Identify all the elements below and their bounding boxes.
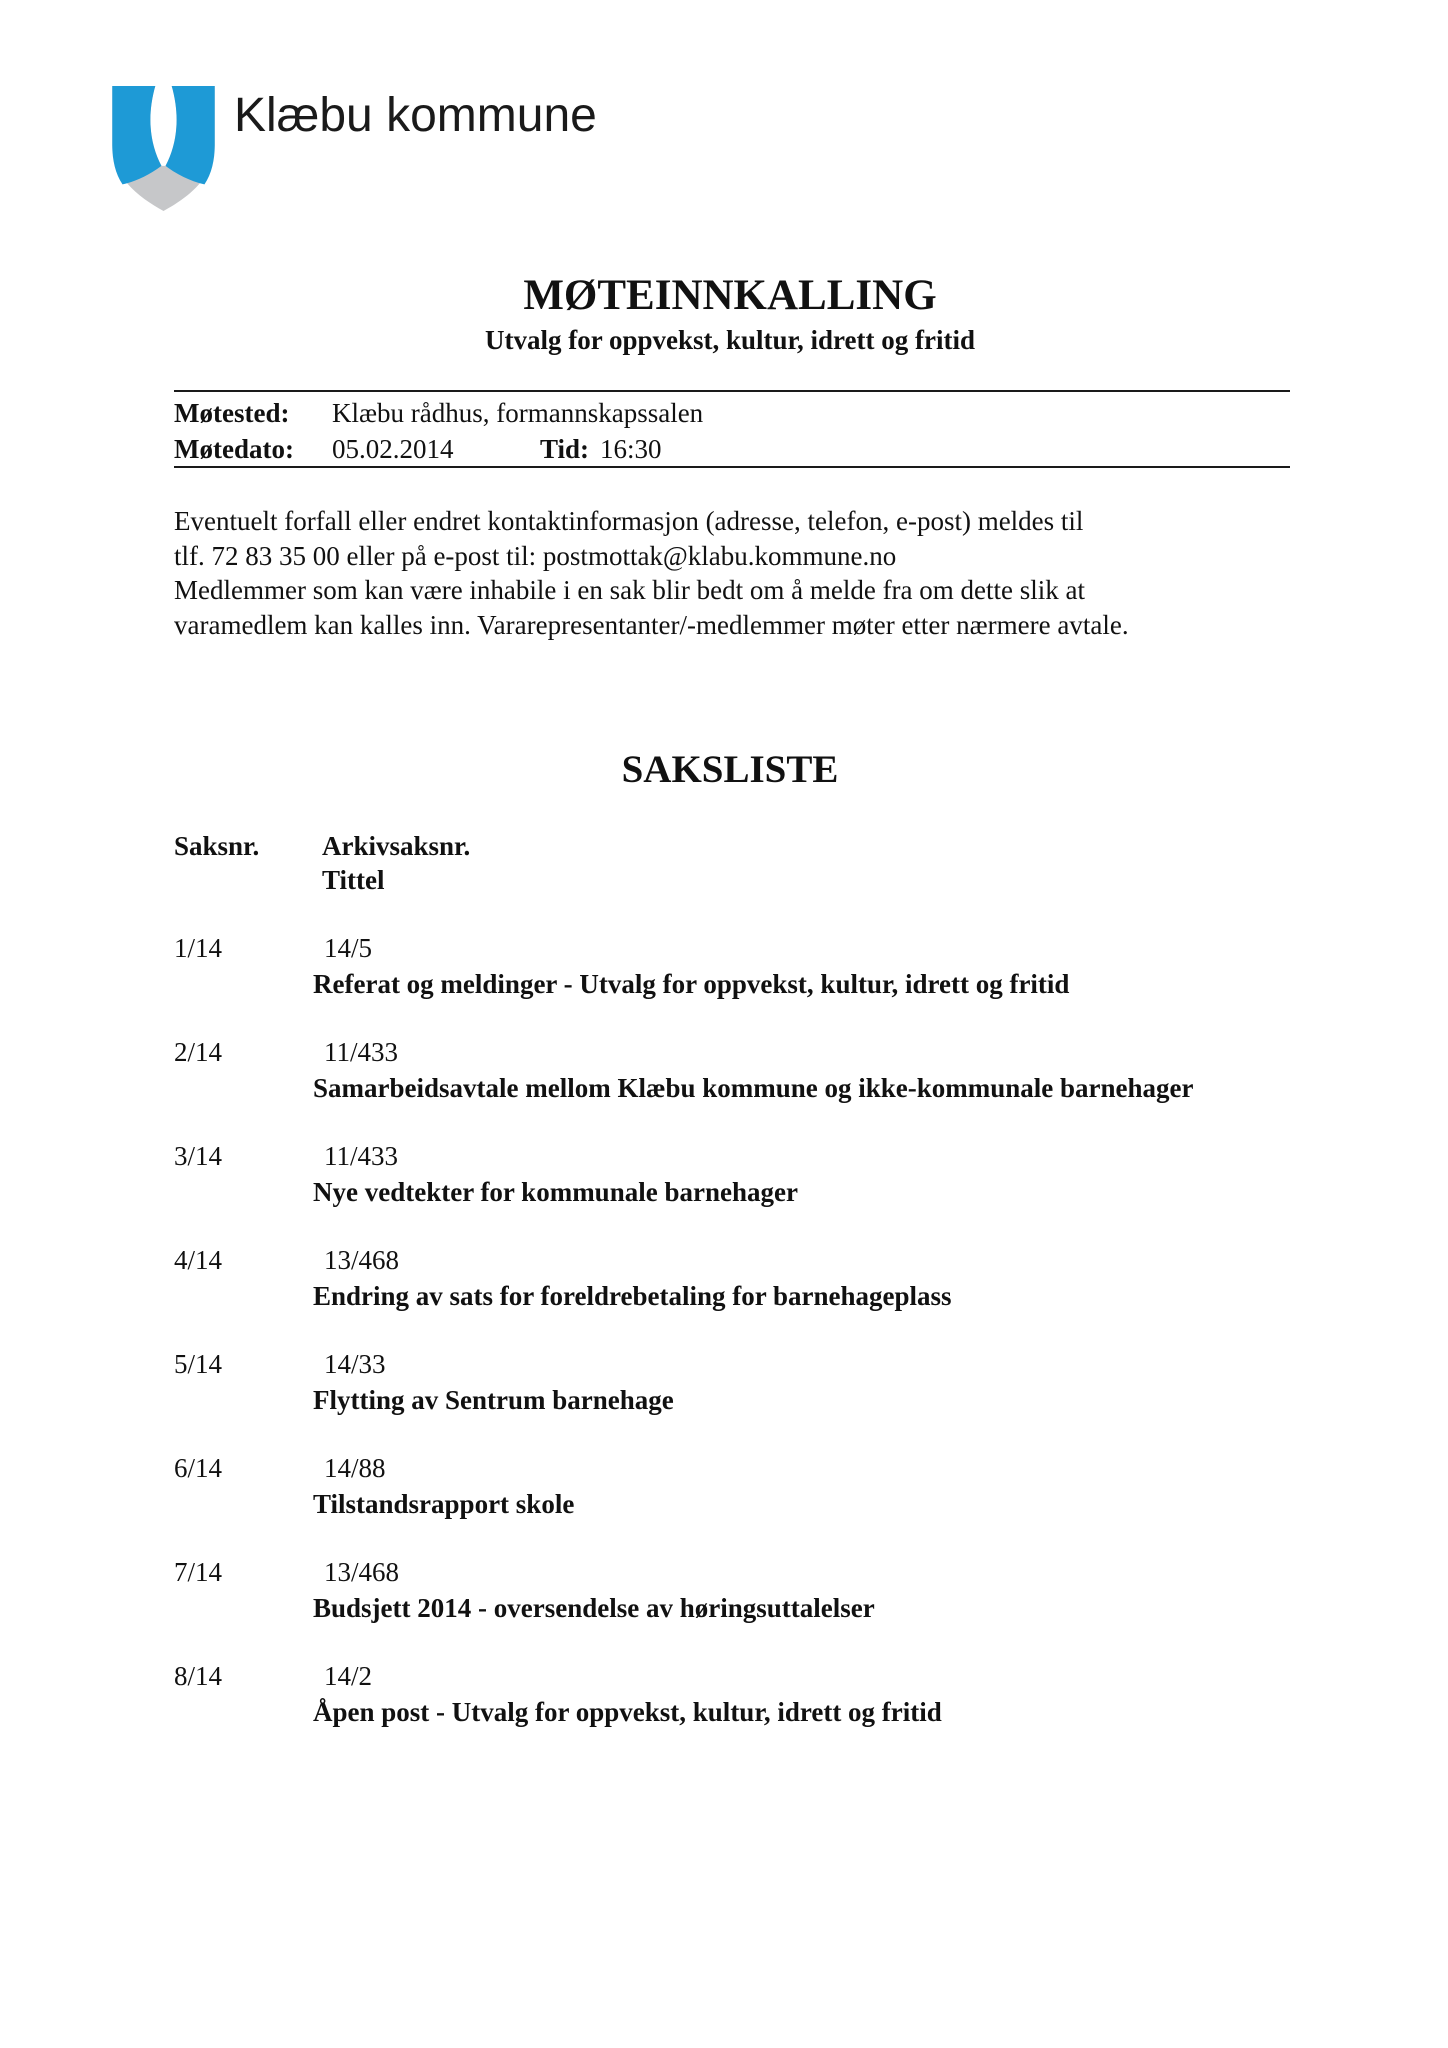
agenda-item-arkivsaksnr: 14/2 <box>324 1661 373 1691</box>
agenda-item <box>0 1451 1448 1523</box>
meeting-place-value: Klæbu rådhus, formannskapssalen <box>332 398 704 428</box>
notice-line: varamedlem kan kalles inn. Vararepresentanter/-medlemmer møter etter nærmere avtale. <box>174 610 1129 641</box>
agenda-item <box>0 931 1448 1003</box>
agenda-item-arkivsaksnr: 13/468 <box>324 1245 400 1275</box>
committee-name: Utvalg for oppvekst, kultur, idrett og fritid <box>484 325 976 355</box>
agenda-item-arkivsaksnr: 14/88 <box>324 1453 386 1483</box>
agenda-item-arkivsaksnr: 11/433 <box>324 1141 398 1171</box>
notice-line: tlf. 72 83 35 00 eller på e-post til: postmottak@klabu.kommune.no <box>174 540 897 571</box>
agenda-item <box>0 1035 1448 1107</box>
agenda-item <box>0 1139 1448 1211</box>
agenda-item-title: Åpen post - Utvalg for oppvekst, kultur, idrett og fritid <box>313 1697 942 1727</box>
agenda-item-saksnr: 5/14 <box>174 1349 223 1379</box>
agenda-item <box>0 1555 1448 1627</box>
municipality-name: Klæbu kommune <box>234 89 597 142</box>
meeting-place-label: Møtested: <box>174 398 290 428</box>
meeting-time-value: 16:30 <box>600 434 662 464</box>
agenda-item-title: Endring av sats for foreldrebetaling for barnehageplass <box>313 1281 952 1311</box>
agenda-heading: SAKSLISTE <box>621 748 839 791</box>
agenda-item <box>0 1243 1448 1315</box>
agenda-item-saksnr: 1/14 <box>174 933 223 963</box>
agenda-item-title: Flytting av Sentrum barnehage <box>313 1385 674 1415</box>
notice-line: Medlemmer som kan være inhabile i en sak blir bedt om å melde fra om dette slik at <box>174 575 1085 606</box>
column-header-tittel: Tittel <box>322 865 385 895</box>
agenda-item <box>0 1347 1448 1419</box>
agenda-item-saksnr: 7/14 <box>174 1557 223 1587</box>
meeting-time-label: Tid: <box>540 434 590 464</box>
agenda-item-title: Budsjett 2014 - oversendelse av høringsuttalelser <box>313 1593 875 1623</box>
agenda-item-arkivsaksnr: 14/5 <box>324 933 373 963</box>
meeting-date-value: 05.02.2014 <box>332 434 454 464</box>
agenda-item-arkivsaksnr: 11/433 <box>324 1037 398 1067</box>
agenda-item-saksnr: 6/14 <box>174 1453 223 1483</box>
agenda-item-title: Tilstandsrapport skole <box>313 1489 575 1519</box>
agenda-item-title: Referat og meldinger - Utvalg for oppvekst, kultur, idrett og fritid <box>313 969 1070 999</box>
agenda-item-title: Samarbeidsavtale mellom Klæbu kommune og ikke-kommunale barnehager <box>313 1073 1194 1103</box>
column-header-arkivsaksnr: Arkivsaksnr. <box>322 831 471 861</box>
document-title: MØTEINNKALLING <box>523 272 937 319</box>
agenda-item-title: Nye vedtekter for kommunale barnehager <box>313 1177 798 1207</box>
notice-line: Eventuelt forfall eller endret kontaktinformasjon (adresse, telefon, e-post) meldes til <box>174 506 1084 536</box>
agenda-item-saksnr: 4/14 <box>174 1245 223 1275</box>
agenda-item-saksnr: 3/14 <box>174 1141 223 1171</box>
agenda-item-saksnr: 2/14 <box>174 1037 223 1067</box>
agenda-item-arkivsaksnr: 13/468 <box>324 1557 400 1587</box>
agenda-item-saksnr: 8/14 <box>174 1661 223 1691</box>
agenda-item-arkivsaksnr: 14/33 <box>324 1349 386 1379</box>
column-header-saksnr: Saksnr. <box>174 831 260 861</box>
agenda-item <box>0 1659 1448 1731</box>
meeting-date-label: Møtedato: <box>174 434 294 464</box>
